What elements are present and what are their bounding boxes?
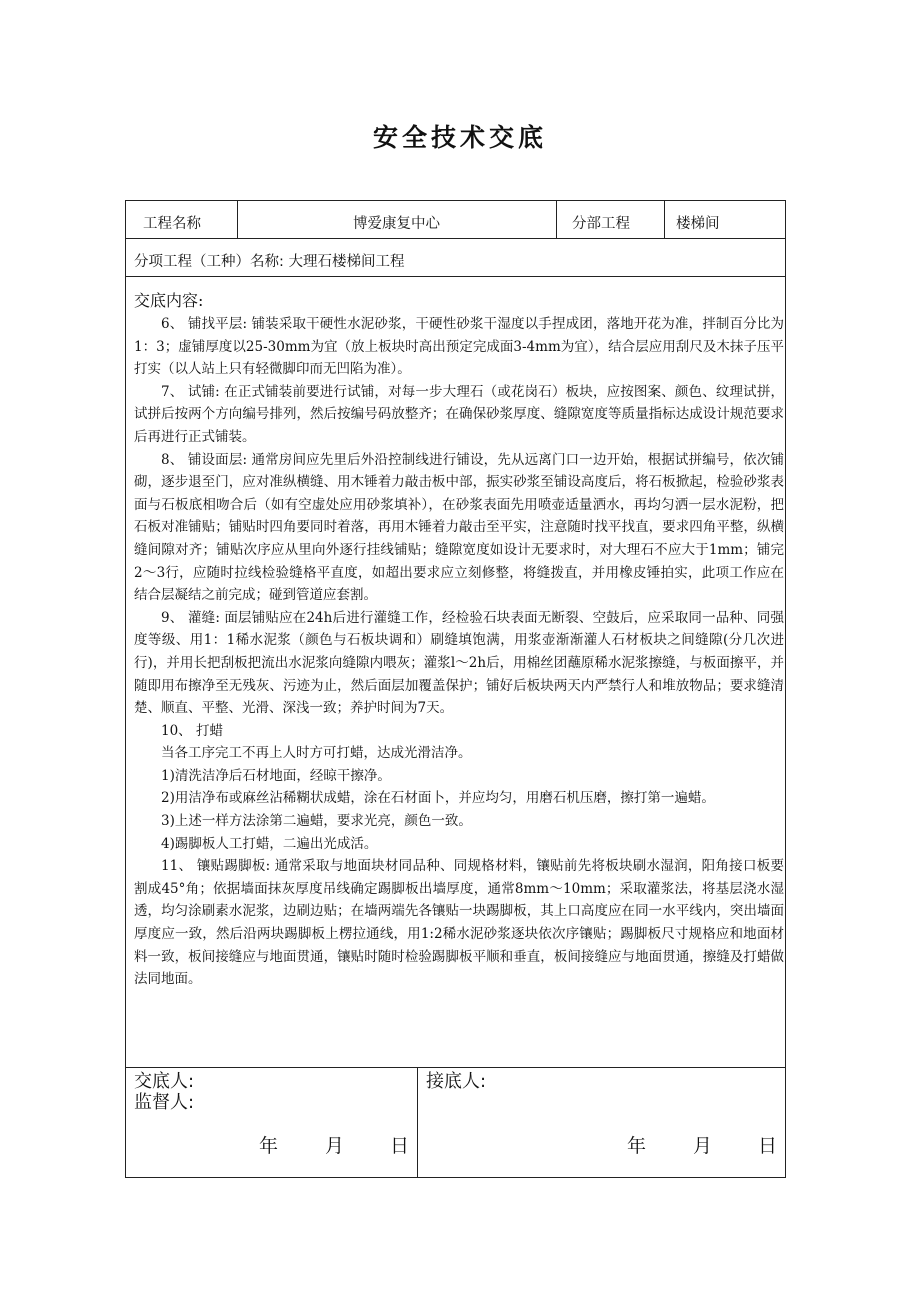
paragraph-waxing-condition: 当各工序完工不再上人时方可打蜡，达成光滑洁净。 — [161, 745, 472, 762]
paragraph-surface-laying: 8、 铺设面层: 通常房间应先里后外沿控制线进行铺设，先从远离门口一边开始，根据试拼编号，依次铺砌，逐步退至门，应对准纵横缝、用木锤着力敲击板中部，振实砂浆至铺设高度后，将石板掀起，检验砂浆表面与石板底相吻合后（如有空虚处应用砂浆填补），在砂浆表面先用喷壶适量洒水，再均匀洒一层水泥粉，把石板对准铺贴；铺贴时四角要同时着落，再用木锤着力敲击至平实，注意随时找平找直，要求四角平整，纵横缝间隙对齐；铺贴次序应从里向外逐行挂线铺贴；缝隙宽度如设计无要求时，对大理石不应大于1mm；铺完2～3行，应随时拉线检验缝格平直度，如超出要求应立刻修整，将缝拨直，并用橡皮锤拍实，此项工作应在结合层凝结之前完成；碰到管道应套割。 — [134, 451, 784, 604]
waxing-step-4: 4)踢脚板人工打蜡，二遍出光成活。 — [161, 835, 378, 852]
paragraph-trial-laying: 7、 试铺: 在正式铺装前要进行试铺，对每一步大理石（或花岗石）板块，应按图案、颜色、纹理试拼，试拼后按两个方向编号排列，然后按编号码放整齐；在确保砂浆厚度、缝隙宽度等质量指标达成设计规范要求后再进行正式铺装。 — [134, 383, 784, 445]
column-divider — [556, 201, 557, 238]
date-year: 年 — [627, 1135, 647, 1157]
waxing-step-3: 3)上述一样方法涂第二遍蜡，要求光亮，颜色一致。 — [161, 813, 472, 830]
disclosure-form — [125, 200, 786, 1178]
division-label: 分部工程 — [572, 216, 630, 232]
disclosure-content — [134, 290, 784, 991]
row-divider — [126, 276, 785, 277]
date-month: 月 — [693, 1135, 713, 1157]
row-divider — [126, 238, 785, 239]
division-value: 楼梯间 — [676, 216, 720, 232]
waxing-step-1: 1)清洗洁净后石材地面，经晾干擦净。 — [161, 767, 391, 784]
project-name-label: 工程名称 — [143, 216, 201, 232]
content-heading: 交底内容: — [134, 291, 204, 310]
receiver-label: 接底人: — [426, 1071, 487, 1092]
project-name-value: 博爱康复中心 — [353, 216, 440, 232]
document-title: 安全技术交底 — [372, 123, 547, 152]
date-month: 月 — [325, 1135, 345, 1157]
row-divider — [126, 1067, 785, 1068]
subitem-name: 分项工程（工种）名称: 大理石楼梯间工程 — [134, 254, 405, 270]
paragraph-grouting: 9、 灌缝: 面层铺贴应在24h后进行灌缝工作，经检验石块表面无断裂、空鼓后，应采取同一品种、同强度等级、用1：1稀水泥浆（颜色与石板块调和）刷缝填饱满，用浆壶渐渐灌人石材板块之间缝隙(分几次进行)，并用长把刮板把流出水泥浆向缝隙内喂灰；灌浆l～2h后，用棉丝团蘸原稀水泥浆擦缝，与板面擦平，并随即用布擦净至无残灰、污迹为止，然后面层加覆盖保护；铺好后板块两天内严禁行人和堆放物品；要求缝清楚、顺直、平整、光滑、深浅一致；养护时间为7天。 — [134, 609, 784, 717]
date-day: 日 — [758, 1135, 778, 1157]
discloser-label: 交底人: — [134, 1071, 195, 1092]
date-year: 年 — [259, 1135, 279, 1157]
column-divider — [417, 1067, 418, 1178]
waxing-step-2: 2)用洁净布或麻丝沾稀糊状成蜡，涂在石材面卜，并应均匀，用磨石机压磨，擦打第一遍蜡。 — [161, 790, 715, 807]
supervisor-label: 监督人: — [134, 1092, 195, 1113]
paragraph-leveling: 6、 铺找平层: 铺装采取干硬性水泥砂浆，干硬性砂浆干湿度以手捏成团，落地开花为准，拌制百分比为1：3；虚铺厚度以25-30mm为宜（放上板块时高出预定完成面3-4mm为宜），结合层应用刮尺及木抹子压平打实（以人站上只有轻微脚印而无凹陷为准）。 — [134, 316, 784, 378]
date-day: 日 — [390, 1135, 410, 1157]
column-divider — [664, 201, 665, 238]
paragraph-waxing-heading: 10、 打蜡 — [161, 722, 223, 739]
paragraph-skirting: 11、 镶贴踢脚板: 通常采取与地面块材同品种、同规格材料，镶贴前先将板块刷水湿润，阳角接口板要割成45°角；依据墙面抹灰厚度吊线确定踢脚板出墙厚度，通常8mm～10mm；采取灌浆法，将基层浇水湿透，均匀涂刷素水泥浆，边刷边贴；在墙两端先各镶贴一块踢脚板，其上口高度应在同一水平线内，突出墙面厚度应一致，然后沿两块踢脚板上楞拉通线，用1:2稀水泥砂浆逐块依次序镶贴；踢脚板尺寸规格应和地面材料一致，板间接缝应与地面贯通，镶贴时随时检验踢脚板平顺和垂直，板间接缝应与地面贯通，擦缝及打蜡做法同地面。 — [134, 858, 784, 988]
